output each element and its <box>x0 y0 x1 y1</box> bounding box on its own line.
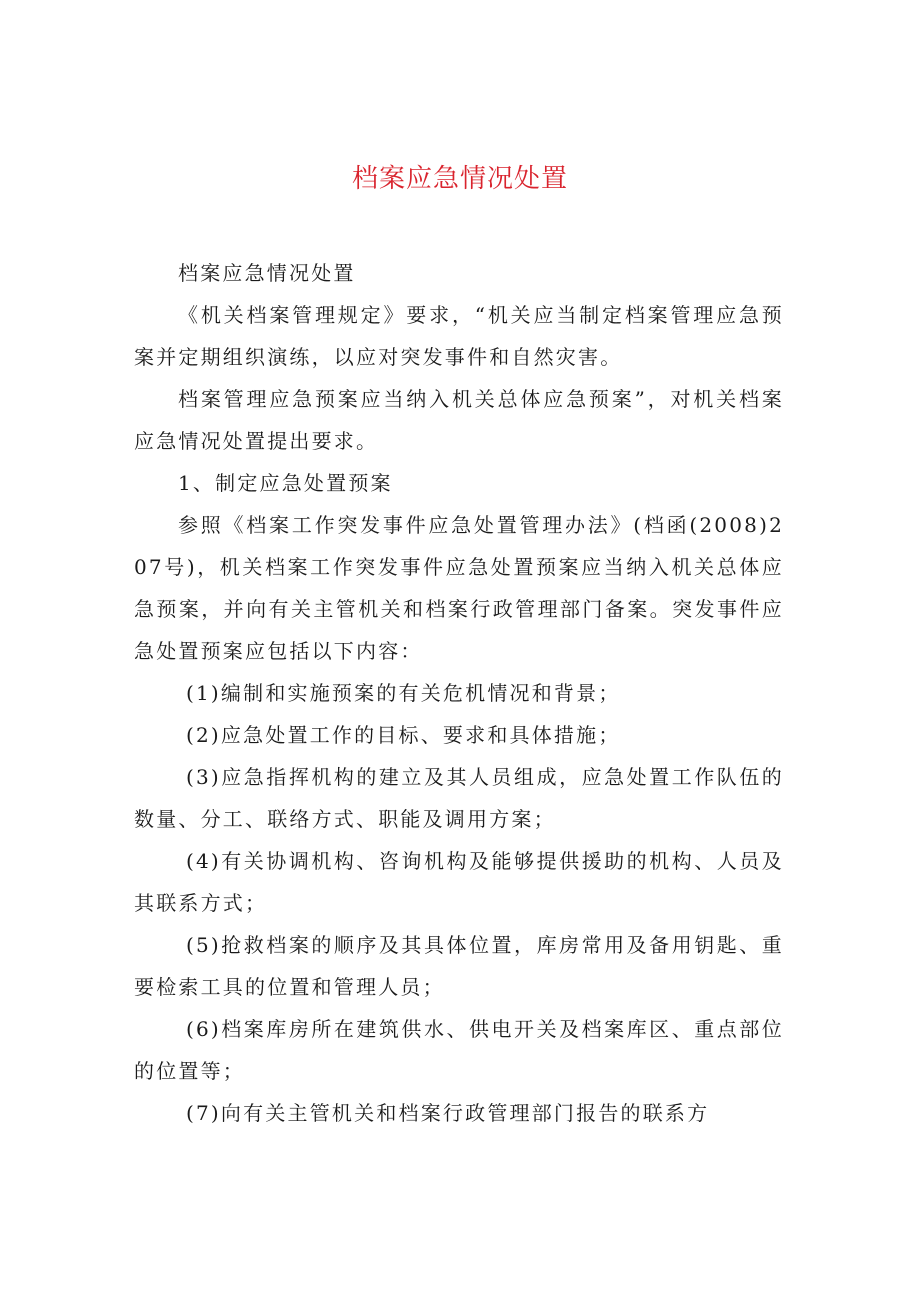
paragraph-requirement: 《机关档案管理规定》要求，“机关应当制定档案管理应急预案并定期组织演练，以应对突发事件和自然灾害。 <box>134 303 784 369</box>
list-item-4: (4)有关协调机构、咨询机构及能够提供援助的机构、人员及其联系方式； <box>134 849 784 915</box>
list-item-5: (5)抢救档案的顺序及其具体位置，库房常用及备用钥匙、重要检索工具的位置和管理人员； <box>134 933 784 999</box>
paragraph-reference: 参照《档案工作突发事件应急处置管理办法》(档函(2008)207号)，机关档案工作突发事件应急处置预案应当纳入机关总体应急预案，并向有关主管机关和档案行政管理部门备案。突发事件应急处置预案应包括以下内容： <box>134 513 784 663</box>
section-heading-plan: 1、制定应急处置预案 <box>178 471 393 495</box>
list-item-2: (2)应急处置工作的目标、要求和具体措施； <box>186 723 621 747</box>
document-body <box>134 252 784 1134</box>
list-item-6: (6)档案库房所在建筑供水、供电开关及档案库区、重点部位的位置等； <box>134 1017 784 1083</box>
list-item-7: (7)向有关主管机关和档案行政管理部门报告的联系方 <box>186 1101 710 1125</box>
paragraph-plan-inclusion: 档案管理应急预案应当纳入机关总体应急预案”，对机关档案应急情况处置提出要求。 <box>134 387 784 453</box>
paragraph-heading: 档案应急情况处置 <box>178 261 356 285</box>
list-item-1: (1)编制和实施预案的有关危机情况和背景； <box>186 681 621 705</box>
list-item-3: (3)应急指挥机构的建立及其人员组成，应急处置工作队伍的数量、分工、联络方式、职能及调用方案； <box>134 765 784 831</box>
document-title: 档案应急情况处置 <box>351 164 568 194</box>
